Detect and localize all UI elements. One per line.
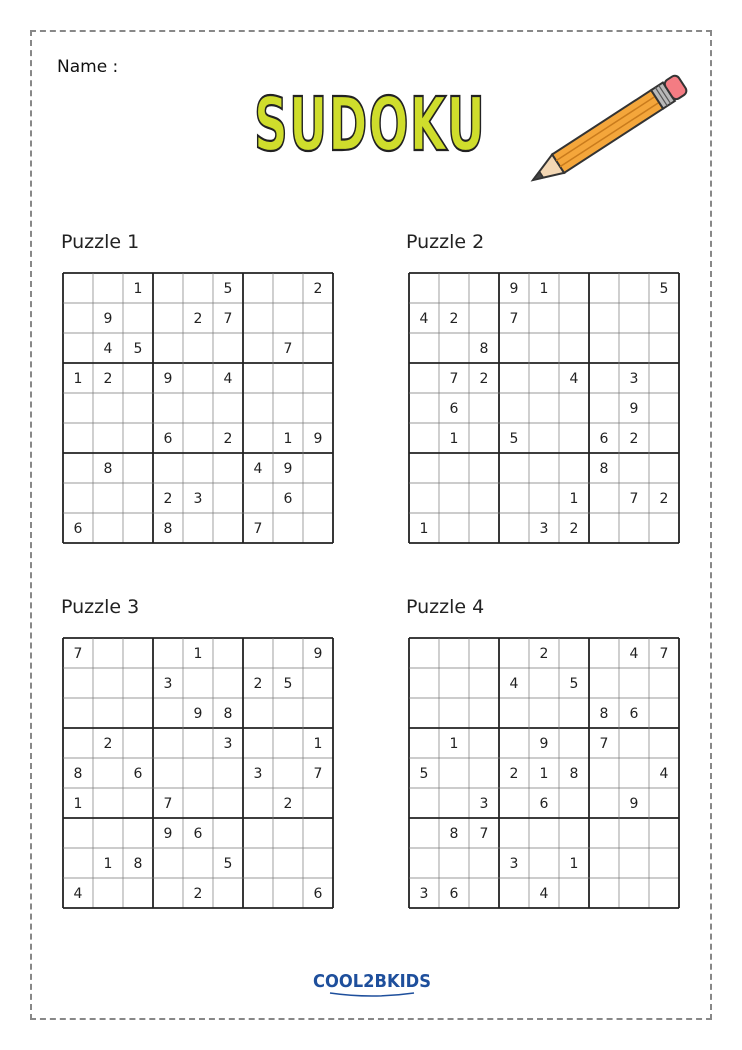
sudoku-given-digit: 2: [103, 371, 113, 387]
sudoku-given-digit: 2: [193, 886, 203, 902]
sudoku-given-digit: 9: [193, 706, 203, 722]
sudoku-given-digit: 3: [629, 371, 639, 387]
sudoku-given-digit: 6: [449, 886, 459, 902]
sudoku-given-digit: 3: [509, 856, 519, 872]
sudoku-given-digit: 9: [629, 401, 639, 417]
sudoku-given-digit: 8: [599, 706, 609, 722]
sudoku-given-digit: 8: [449, 826, 459, 842]
sudoku-given-digit: 2: [103, 736, 113, 752]
sudoku-given-digit: 5: [509, 431, 519, 447]
sudoku-given-digit: 9: [313, 646, 323, 662]
sudoku-given-digit: 8: [73, 766, 83, 782]
sudoku-grid-4: [408, 637, 680, 909]
sudoku-given-digit: 1: [103, 856, 113, 872]
sudoku-given-digit: 1: [73, 371, 83, 387]
sudoku-given-digit: 1: [449, 736, 459, 752]
sudoku-grid-3: [62, 637, 334, 909]
sudoku-grid-3-svg: [62, 637, 334, 909]
logo-text: COOL2BKIDS: [313, 971, 431, 992]
sudoku-given-digit: 2: [539, 646, 549, 662]
sudoku-given-digit: 7: [599, 736, 609, 752]
title-text: SUDOKU: [254, 82, 486, 168]
sudoku-given-digit: 9: [539, 736, 549, 752]
sudoku-given-digit: 3: [539, 521, 549, 537]
sudoku-given-digit: 6: [313, 886, 323, 902]
sudoku-given-digit: 4: [419, 311, 429, 327]
sudoku-given-digit: 6: [193, 826, 203, 842]
sudoku-given-digit: 9: [103, 311, 113, 327]
sudoku-grid-4-svg: [408, 637, 680, 909]
sudoku-given-digit: 2: [629, 431, 639, 447]
sudoku-grid-1: [62, 272, 334, 544]
sudoku-given-digit: 4: [629, 646, 639, 662]
sudoku-given-digit: 8: [569, 766, 579, 782]
sudoku-given-digit: 2: [283, 796, 293, 812]
sudoku-given-digit: 2: [569, 521, 579, 537]
sudoku-given-digit: 2: [509, 766, 519, 782]
sudoku-given-digit: 7: [313, 766, 323, 782]
sudoku-given-digit: 7: [629, 491, 639, 507]
sudoku-given-digit: 5: [283, 676, 293, 692]
cool2bkids-logo: [310, 967, 435, 999]
sudoku-given-digit: 3: [163, 676, 173, 692]
sudoku-given-digit: 1: [283, 431, 293, 447]
sudoku-given-digit: 1: [73, 796, 83, 812]
page-title: [250, 80, 490, 168]
sudoku-given-digit: 8: [599, 461, 609, 477]
puzzle-1-label: Puzzle 1: [61, 231, 140, 253]
sudoku-grid-1-svg: [62, 272, 334, 544]
sudoku-given-digit: 4: [103, 341, 113, 357]
sudoku-given-digit: 2: [479, 371, 489, 387]
sudoku-given-digit: 9: [163, 371, 173, 387]
sudoku-given-digit: 2: [659, 491, 669, 507]
sudoku-given-digit: 7: [73, 646, 83, 662]
puzzle-4-label: Puzzle 4: [406, 596, 485, 618]
sudoku-given-digit: 7: [223, 311, 233, 327]
sudoku-given-digit: 6: [629, 706, 639, 722]
sudoku-given-digit: 6: [133, 766, 143, 782]
sudoku-grid-2: [408, 272, 680, 544]
sudoku-given-digit: 9: [629, 796, 639, 812]
sudoku-given-digit: 6: [599, 431, 609, 447]
sudoku-given-digit: 1: [449, 431, 459, 447]
sudoku-given-digit: 1: [133, 281, 143, 297]
sudoku-given-digit: 6: [73, 521, 83, 537]
sudoku-given-digit: 5: [569, 676, 579, 692]
sudoku-given-digit: 9: [163, 826, 173, 842]
sudoku-given-digit: 7: [659, 646, 669, 662]
sudoku-given-digit: 4: [223, 371, 233, 387]
sudoku-given-digit: 1: [193, 646, 203, 662]
sudoku-given-digit: 1: [569, 491, 579, 507]
sudoku-given-digit: 4: [509, 676, 519, 692]
sudoku-given-digit: 3: [253, 766, 263, 782]
sudoku-given-digit: 8: [163, 521, 173, 537]
sudoku-given-digit: 5: [223, 856, 233, 872]
sudoku-given-digit: 2: [163, 491, 173, 507]
sudoku-given-digit: 2: [449, 311, 459, 327]
sudoku-given-digit: 4: [569, 371, 579, 387]
sudoku-given-digit: 6: [163, 431, 173, 447]
puzzle-2-label: Puzzle 2: [406, 231, 485, 253]
sudoku-given-digit: 8: [133, 856, 143, 872]
sudoku-given-digit: 7: [449, 371, 459, 387]
sudoku-given-digit: 3: [479, 796, 489, 812]
sudoku-given-digit: 7: [253, 521, 263, 537]
pencil-icon: [525, 62, 695, 187]
sudoku-given-digit: 6: [449, 401, 459, 417]
puzzle-3-label: Puzzle 3: [61, 596, 140, 618]
sudoku-given-digit: 2: [313, 281, 323, 297]
sudoku-given-digit: 7: [283, 341, 293, 357]
sudoku-given-digit: 3: [193, 491, 203, 507]
sudoku-given-digit: 8: [223, 706, 233, 722]
sudoku-given-digit: 8: [479, 341, 489, 357]
sudoku-grid-2-svg: [408, 272, 680, 544]
sudoku-given-digit: 3: [419, 886, 429, 902]
name-label: Name :: [57, 57, 119, 77]
sudoku-given-digit: 7: [163, 796, 173, 812]
sudoku-given-digit: 2: [253, 676, 263, 692]
sudoku-given-digit: 4: [253, 461, 263, 477]
sudoku-given-digit: 2: [193, 311, 203, 327]
sudoku-given-digit: 6: [283, 491, 293, 507]
sudoku-given-digit: 1: [313, 736, 323, 752]
sudoku-given-digit: 6: [539, 796, 549, 812]
sudoku-given-digit: 3: [223, 736, 233, 752]
sudoku-given-digit: 2: [223, 431, 233, 447]
sudoku-given-digit: 1: [539, 766, 549, 782]
sudoku-given-digit: 9: [509, 281, 519, 297]
sudoku-given-digit: 7: [509, 311, 519, 327]
sudoku-given-digit: 5: [133, 341, 143, 357]
sudoku-given-digit: 4: [73, 886, 83, 902]
sudoku-given-digit: 1: [539, 281, 549, 297]
sudoku-given-digit: 5: [419, 766, 429, 782]
sudoku-given-digit: 4: [659, 766, 669, 782]
sudoku-given-digit: 4: [539, 886, 549, 902]
sudoku-given-digit: 9: [313, 431, 323, 447]
sudoku-given-digit: 1: [419, 521, 429, 537]
sudoku-given-digit: 5: [659, 281, 669, 297]
sudoku-given-digit: 5: [223, 281, 233, 297]
sudoku-given-digit: 7: [479, 826, 489, 842]
sudoku-given-digit: 1: [569, 856, 579, 872]
sudoku-given-digit: 9: [283, 461, 293, 477]
sudoku-given-digit: 8: [103, 461, 113, 477]
